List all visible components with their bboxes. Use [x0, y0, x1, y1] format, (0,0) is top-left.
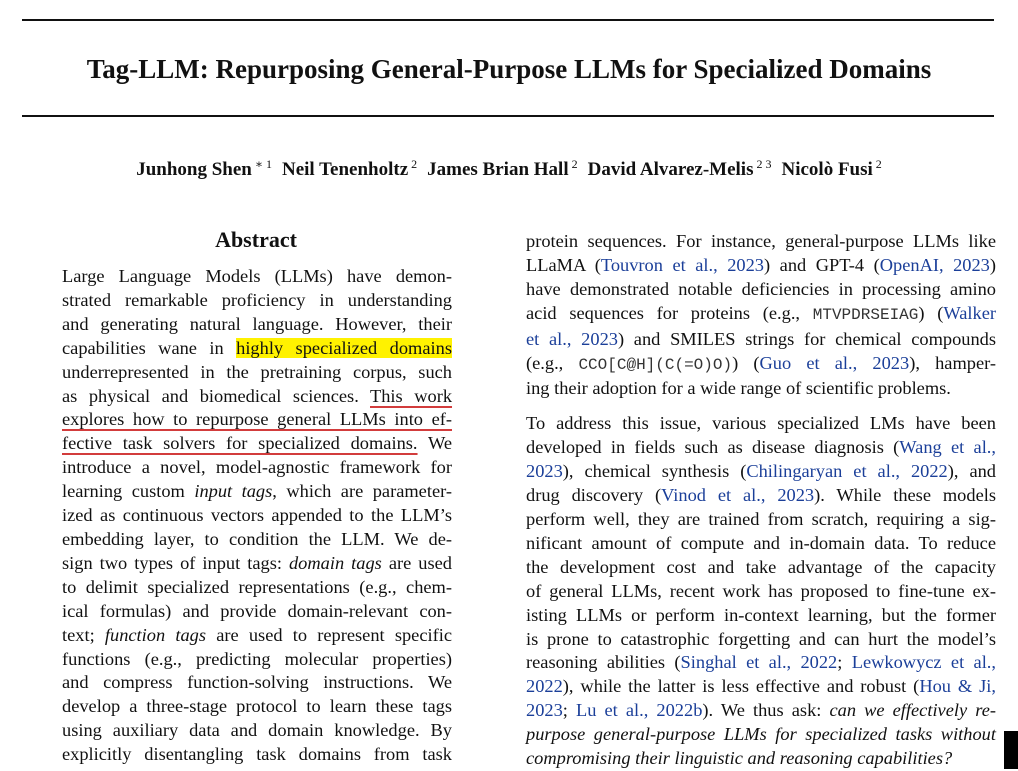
abstract-line — [62, 552, 452, 576]
code-sequence: MTVPDRSEIAG — [812, 305, 919, 324]
text-run: learning custom — [62, 481, 195, 502]
intro-line — [526, 723, 996, 747]
text-run: ), chemical synthesis ( — [562, 461, 747, 482]
intro-line — [526, 699, 996, 723]
text-run: ). While these models — [814, 485, 996, 506]
intro-line — [526, 484, 996, 508]
text-run: ), hamper- — [909, 352, 996, 373]
text-run: underrepresented in the pretraining corpus, such — [62, 361, 452, 382]
intro-line — [526, 628, 996, 652]
text-run: ), and — [947, 461, 997, 482]
intro-line — [526, 230, 996, 254]
text-run: Large Language Models (LLMs) have demon- — [62, 266, 452, 286]
intro-line — [526, 532, 996, 556]
text-run: are used to represent specific — [206, 624, 453, 645]
text-run: LLaMA ( — [526, 254, 601, 275]
abstract-line — [62, 576, 452, 600]
text-run: as physical and biomedical sciences. — [62, 385, 370, 406]
abstract-line — [62, 432, 452, 456]
intro-line — [526, 254, 996, 278]
text-run: acid sequences for proteins (e.g., — [526, 302, 813, 323]
author-name — [781, 159, 881, 180]
text-run: ical formulas) and provide domain-relevant con- — [62, 600, 452, 621]
paragraph-gap — [526, 401, 996, 412]
text-run: using auxiliary data and domain knowledge. By — [62, 720, 452, 741]
text-run: ) and GPT-4 ( — [764, 254, 880, 275]
abstract-line — [62, 719, 452, 743]
text-run: functions (e.g., predicting molecular properties) — [62, 648, 452, 669]
text-run: , which are parameter- — [272, 481, 452, 502]
abstract-line — [62, 408, 452, 432]
abstract-heading: Abstract — [215, 227, 297, 252]
intro-line — [526, 328, 996, 352]
window-edge — [1004, 731, 1018, 769]
citation-link[interactable]: 2022 — [526, 676, 563, 697]
citation-link[interactable]: Chilingaryan et al., 2022 — [746, 461, 948, 482]
text-run: To address this issue, various specialized LMs have been — [526, 413, 996, 434]
text-run: We — [417, 433, 453, 454]
affiliation-mark: 2 — [875, 157, 882, 171]
citation-link[interactable]: 2023 — [526, 700, 563, 721]
citation-link[interactable]: Lu et al., 2022b — [575, 700, 703, 721]
citation-link[interactable]: Hou & Ji, — [919, 676, 996, 697]
text-run: introduce a novel, model-agnostic framework for — [62, 457, 452, 478]
text-run: ; — [837, 652, 852, 673]
italic-text: compromising their linguistic and reasoning capabilities? — [526, 748, 953, 769]
text-run: nificant amount of compute and in-domain data. To reduce — [526, 532, 996, 553]
text-run: developed in fields such as disease diagnosis ( — [526, 437, 900, 458]
citation-link[interactable]: Guo et al., 2023 — [759, 352, 910, 373]
author-name — [136, 159, 272, 180]
affiliation-mark: 2 — [411, 157, 418, 171]
intro-line — [526, 675, 996, 699]
intro-line — [526, 352, 996, 378]
citation-link[interactable]: Singhal et al., 2022 — [680, 652, 838, 673]
text-run: ) ( — [732, 352, 760, 373]
text-run: the development cost and take advantage of the capacity — [526, 556, 996, 577]
text-run: ized as continuous vectors appended to the LLM’s — [62, 505, 452, 526]
citation-link[interactable]: Walker — [943, 302, 996, 323]
abstract-line — [62, 361, 452, 385]
abstract-line — [62, 648, 452, 672]
top-rule — [22, 19, 994, 21]
intro-line — [526, 556, 996, 580]
abstract-line — [62, 289, 452, 313]
text-run: ) ( — [918, 302, 944, 323]
abstract-line — [62, 504, 452, 528]
abstract-line — [62, 456, 452, 480]
author-name — [282, 159, 417, 180]
intro-paragraph — [526, 412, 996, 771]
abstract-line — [62, 337, 452, 361]
text-run: are used — [381, 552, 452, 573]
abstract-line — [62, 265, 452, 289]
italic-text: purpose general-purpose LLMs for specialized tasks without — [526, 724, 996, 745]
text-run: is prone to catastrophic forgetting and can hurt the model’s — [526, 628, 996, 649]
abstract-line — [62, 743, 452, 767]
intro-line — [526, 436, 996, 460]
text-run: protein sequences. For instance, general-purpose LLMs like — [526, 231, 996, 251]
text-run: text; — [62, 624, 105, 645]
intro-line — [526, 580, 996, 604]
abstract-line — [62, 600, 452, 624]
abstract-line — [62, 671, 452, 695]
abstract-line — [62, 313, 452, 337]
text-run: drug discovery ( — [526, 485, 662, 506]
citation-link[interactable]: Touvron et al., 2023 — [600, 254, 765, 275]
text-run: perform well, they are trained from scratch, requiring a sig- — [526, 508, 996, 529]
text-run: reasoning abilities ( — [526, 652, 681, 673]
intro-paragraph — [526, 230, 996, 401]
intro-line — [526, 412, 996, 436]
highlighted-text: highly specialized domains — [236, 337, 452, 358]
abstract-line — [62, 528, 452, 552]
text-run: ), while the latter is less effective and robust ( — [562, 676, 920, 697]
author-name — [427, 159, 577, 180]
text-run: of general LLMs, recent work has proposed to fine-tune ex- — [526, 580, 996, 601]
code-sequence: CCO[C@H](C(=O)O) — [578, 355, 733, 374]
affiliation-mark: 2 3 — [756, 157, 772, 171]
italic-text: domain tags — [288, 552, 382, 573]
paper-title: Tag-LLM: Repurposing General-Purpose LLMs for Specialized Domains — [86, 54, 932, 84]
italic-text: can we effectively re- — [829, 700, 996, 721]
intro-line — [526, 377, 996, 401]
text-run: explicitly disentangling task domains from task — [62, 744, 452, 765]
citation-link[interactable]: Vinod et al., 2023 — [661, 485, 815, 506]
text-run: ; — [562, 700, 576, 721]
underlined-text: explores how to repurpose general LLMs into ef- — [62, 409, 452, 430]
title-bottom-rule — [22, 115, 994, 117]
text-run: ing their adoption for a wide range of scientific problems. — [526, 378, 951, 399]
citation-link[interactable]: Wang et al., — [899, 437, 996, 458]
intro-line — [526, 604, 996, 628]
intro-line — [526, 508, 996, 532]
citation-link[interactable]: 2023 — [526, 461, 563, 482]
affiliation-mark: ∗ 1 — [254, 157, 272, 171]
citation-link[interactable]: et al., 2023 — [526, 328, 618, 349]
abstract-line — [62, 695, 452, 719]
italic-text: input tags — [194, 481, 273, 502]
author-name — [588, 159, 772, 180]
introduction-body — [526, 230, 996, 771]
abstract-line — [62, 385, 452, 409]
intro-line — [526, 302, 996, 328]
author-name-text: Neil Tenenholtz — [282, 159, 409, 180]
text-run: and compress function-solving instructions. We — [62, 672, 452, 693]
intro-line — [526, 460, 996, 484]
affiliation-mark: 2 — [571, 157, 578, 171]
text-run: and generating natural language. However, their — [62, 313, 452, 334]
author-list — [0, 157, 1018, 183]
intro-line — [526, 651, 996, 675]
text-run: strated remarkable proficiency in understanding — [62, 289, 452, 310]
abstract-line — [62, 480, 452, 504]
intro-line — [526, 747, 996, 771]
author-name-text: Junhong Shen — [136, 159, 252, 180]
text-run: ) and SMILES strings for chemical compounds — [617, 328, 997, 349]
text-run: ) — [989, 254, 996, 275]
text-run: (e.g., — [526, 352, 579, 373]
italic-text: function tags — [104, 624, 207, 645]
text-run: have demonstrated notable deficiencies in processing amino — [526, 278, 996, 299]
text-run: ). We thus ask: — [702, 700, 830, 721]
underlined-text: This work — [370, 385, 453, 406]
author-name-text: Nicolò Fusi — [781, 159, 873, 180]
underlined-text: fective task solvers for specialized domains. — [62, 433, 418, 454]
intro-line — [526, 278, 996, 302]
text-run: embedding layer, to condition the LLM. We de- — [62, 528, 452, 549]
abstract-body — [62, 265, 452, 767]
text-run: sign two types of input tags: — [62, 552, 289, 573]
text-run: isting LLMs or perform in-context learning, but the former — [526, 604, 996, 625]
text-run: capabilities wane in — [62, 337, 237, 358]
abstract-line — [62, 624, 452, 648]
author-name-text: James Brian Hall — [427, 159, 569, 180]
author-name-text: David Alvarez-Melis — [587, 159, 754, 180]
citation-link[interactable]: Lewkowycz et al., — [851, 652, 997, 673]
text-run: develop a three-stage protocol to learn these tags — [62, 696, 452, 717]
citation-link[interactable]: OpenAI, 2023 — [879, 254, 990, 275]
text-run: to delimit specialized representations (e.g., chem- — [62, 576, 452, 597]
